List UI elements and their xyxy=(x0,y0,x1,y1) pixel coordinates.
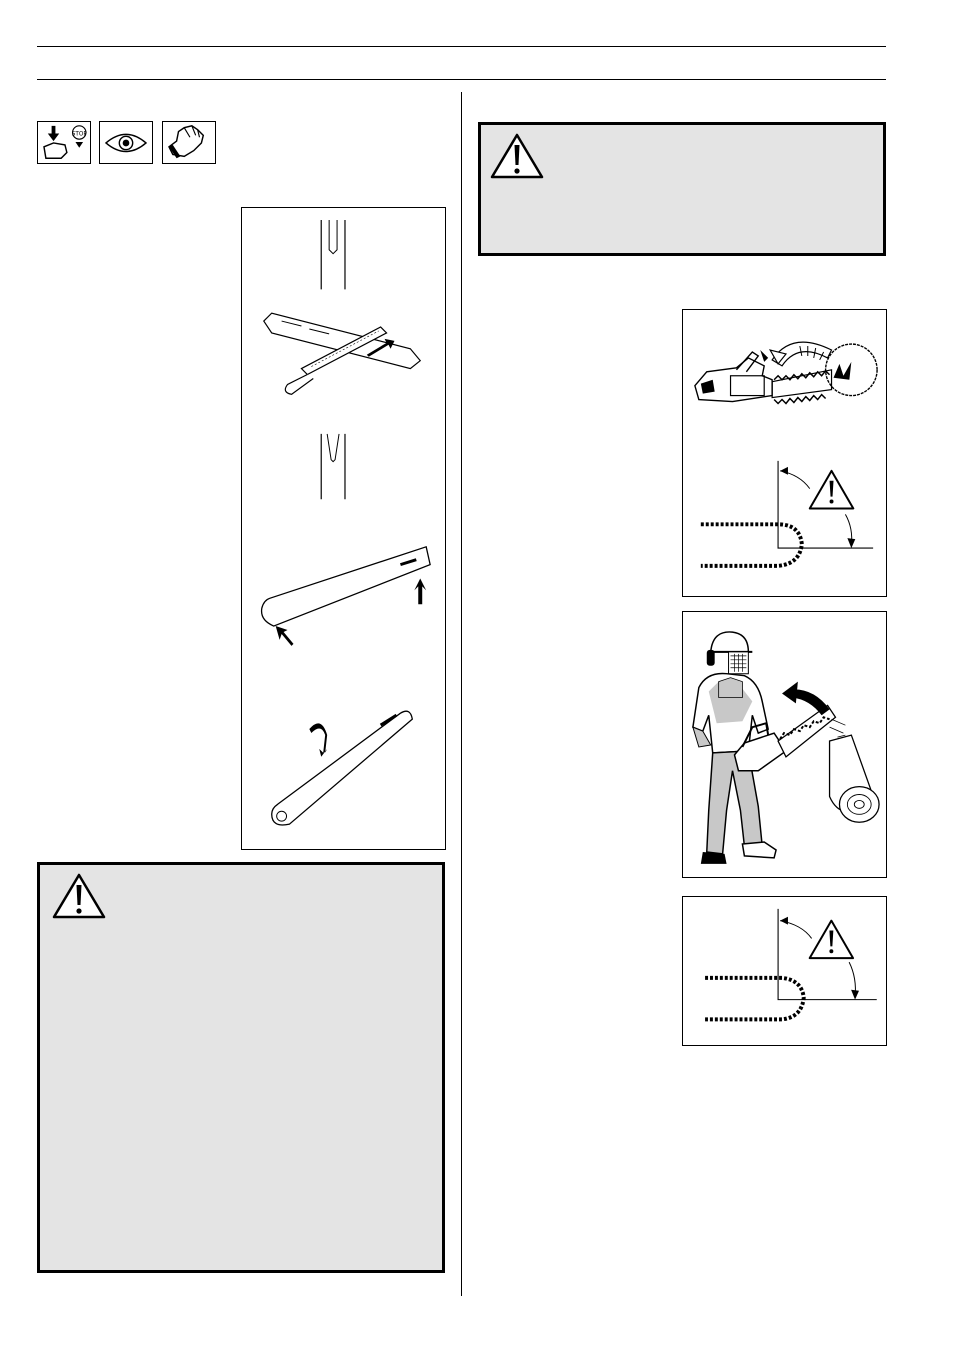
bar-lubrication-holes-illustration xyxy=(262,547,431,646)
header-rule-bottom xyxy=(37,79,886,80)
column-divider xyxy=(461,92,462,1296)
warning-triangle-icon xyxy=(490,133,544,179)
svg-text:STOP: STOP xyxy=(71,131,87,138)
kickback-zone-illustration xyxy=(701,461,873,566)
header-rule-top xyxy=(37,46,886,47)
warning-box-right xyxy=(478,122,886,256)
guide-bar-maintenance-illustrations xyxy=(241,207,446,850)
bar-file-deburring-illustration xyxy=(264,313,420,394)
eye-protection-icon xyxy=(99,121,153,164)
operator-kickback-illustration xyxy=(682,611,887,878)
warning-triangle-icon xyxy=(52,873,106,919)
kickback-illustration xyxy=(682,309,887,597)
protective-glove-icon xyxy=(162,121,216,164)
bar-groove-worn-illustration xyxy=(321,434,345,499)
bar-groove-straight-illustration xyxy=(321,220,345,289)
warning-box-left xyxy=(37,862,445,1273)
kickback-rotation-illustration xyxy=(695,342,877,403)
kickback-zone-small-illustration xyxy=(682,896,887,1046)
bar-turn-over-illustration xyxy=(272,711,413,825)
stop-engine-icon xyxy=(37,121,91,164)
